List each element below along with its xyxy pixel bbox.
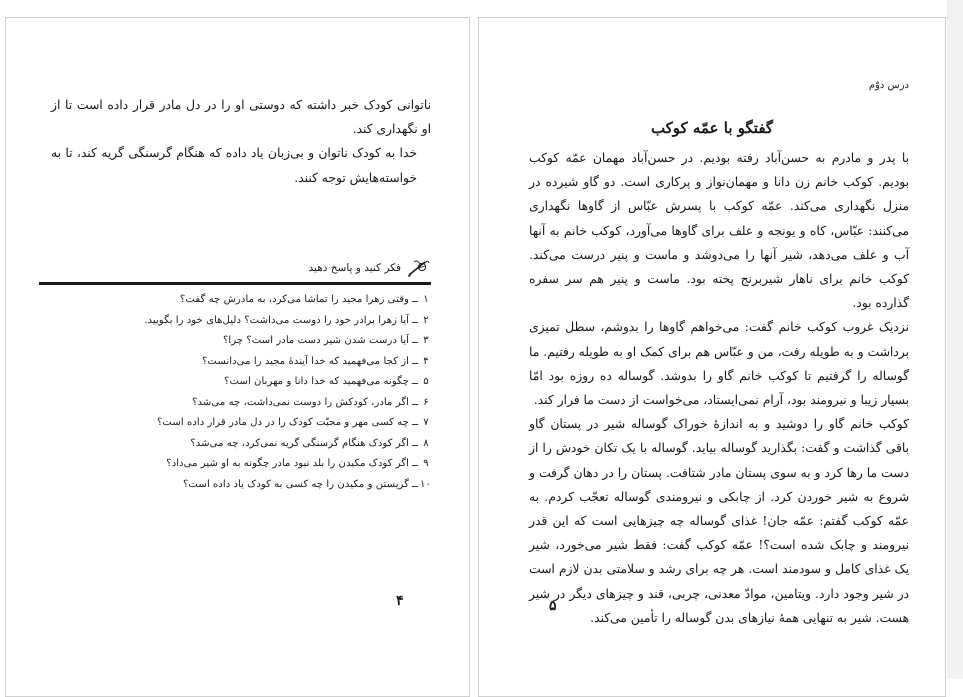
list-item: ۷ــچه کسی مهر و محبّت کودک را در دل مادر قرار داده است؟ — [39, 413, 431, 434]
question-number: ۹ — [423, 458, 429, 469]
question-number: ۵ — [423, 376, 429, 387]
lesson-body-text — [529, 146, 909, 630]
section-header — [41, 258, 431, 278]
question-text: از کجا می‌فهمید که خدا آیندهٔ مجید را می‌دانست؟ — [201, 355, 410, 367]
list-item: ۸ــاگر کودک هنگام گرسنگی گریه نمی‌کرد، چه می‌شد؟ — [39, 434, 431, 455]
list-item: ۱۰ــگریستن و مکیدن را چه کسی به کودک یاد داده است؟ — [39, 475, 431, 496]
question-text: آیا زهرا برادر خود را دوست می‌داشت؟ دلیل‌های خود را بگویید. — [144, 314, 410, 326]
question-text: گریستن و مکیدن را چه کسی به کودک یاد داده است؟ — [183, 478, 410, 490]
question-number: ۷ — [423, 417, 429, 428]
page-number-right: ۵ — [549, 598, 557, 614]
list-item: ۳ــآیا درست شدن شیر دست مادر است؟ چرا؟ — [39, 331, 431, 352]
pencil-bee-icon — [405, 258, 431, 278]
question-number: ۳ — [423, 335, 429, 346]
question-number: ۲ — [423, 314, 429, 326]
question-text: اگر کودک مکیدن را بلد نبود مادر چگونه به او شیر می‌داد؟ — [166, 458, 410, 469]
right-page — [478, 17, 946, 697]
page-number-left: ۴ — [396, 593, 404, 609]
question-number: ۴ — [423, 355, 429, 367]
question-text: آیا درست شدن شیر دست مادر است؟ چرا؟ — [222, 335, 410, 346]
intro-paragraph-2: خدا به کودک ناتوان و بی‌زبان یاد داده که هنگام گرسنگی گریه کند، تا به خواسته‌هایش توجه کنند. — [51, 146, 417, 185]
list-item: ۱ــوقتی زهرا مجید را تماشا می‌کرد، به مادرش چه گفت؟ — [39, 290, 431, 311]
question-text: اگر کودک هنگام گرسنگی گریه نمی‌کرد، چه می‌شد؟ — [190, 437, 410, 449]
list-item: ۹ــاگر کودک مکیدن را بلد نبود مادر چگونه به او شیر می‌داد؟ — [39, 454, 431, 475]
list-item: ۵ــچگونه می‌فهمید که خدا دانا و مهربان است؟ — [39, 372, 431, 393]
list-item: ۶ــاگر مادر، کودکش را دوست نمی‌داشت، چه می‌شد؟ — [39, 393, 431, 414]
question-number: ۶ — [423, 396, 429, 408]
left-intro-text — [51, 93, 431, 190]
left-page — [5, 17, 470, 697]
question-number: ۱ — [423, 294, 429, 305]
list-item: ۴ــاز کجا می‌فهمید که خدا آیندهٔ مجید را می‌دانست؟ — [39, 352, 431, 373]
question-text: چگونه می‌فهمید که خدا دانا و مهربان است؟ — [224, 376, 410, 387]
lesson-label: درس دوّم — [868, 80, 909, 91]
question-text: وقتی زهرا مجید را تماشا می‌کرد، به مادرش چه گفت؟ — [179, 294, 410, 305]
question-text: اگر مادر، کودکش را دوست نمی‌داشت، چه می‌شد؟ — [192, 396, 410, 408]
body-paragraph-3: کوکب خانم گاو را دوشید و به اندازهٔ خوراک گوساله شیر در پستان گاو باقی گذاشت و گفت: بگذارید گوساله بیاید. گوساله با یک تکان خودش را از دست ما رها کرد و به سوی پستان مادر شتافت. پستان را در دهان گرفت و شروع به شیر خوردن کرد. از چابکی و نیرومندی گوساله تعجّب کردم. به عمّه کوکب گفتم: عمّه جان! غذای گوساله چه چیزهایی است که این قدر نیرومند و چابک شده است؟! عمّه کوکب گفت: فقط شیر می‌خورد، شیر یک غذای کامل و سودمند است. هر چه برای رشد و سلامتی بدن لازم است در شیر وجود دارد. ویتامین، موادّ معدنی، چربی، قند و چیزهای دیگر در شیر هست. شیر به تنهایی همهٔ نیازهای بدن گوساله را تأمین می‌کند. — [529, 417, 909, 625]
viewer-background-strip — [947, 0, 963, 679]
list-item: ۲ــآیا زهرا برادر خود را دوست می‌داشت؟ دلیل‌های خود را بگویید. — [39, 311, 431, 332]
body-paragraph-1: با پدر و مادرم به حسن‌آباد رفته بودیم. در حسن‌آباد مهمان عمّه کوکب بودیم. کوکب خانم زن دانا و مهمان‌نواز و پرکاری است. دو گاو شیرده در منزل نگهداری می‌کند. عمّه کوکب با پسرش عبّاس از گاوها نگهداری می‌کنند: عبّاس، کاه و یونجه و علف برای گاوها می‌آورد، کوکب خانم به آنها آب و علف می‌دهد، شیر آنها را می‌دوشد و ماست و پنیر درست می‌کند. کوکب خانم برای ناهار شیربرنج پخته بود. ماست و پنیر هم سر سفره گذارده بود. — [529, 151, 909, 311]
question-list — [39, 290, 431, 495]
body-paragraph-2: نزدیک غروب کوکب خانم گفت: می‌خواهم گاوها را بدوشم، سطل تمیزی برداشت و به طویله رفت، من و عبّاس هم برای کمک او به طویله رفتیم. ما گوساله را گرفتیم تا کوکب خانم گاو را بدوشد. گوساله ده روزه بود امّا بسیار زیبا و نیرومند بود، آرام نمی‌ایستاد، می‌خواست از دست ما فرار کند. — [529, 320, 909, 408]
section-title: فکر کنید و پاسخ دهید — [308, 262, 401, 274]
question-number: ۸ — [423, 437, 429, 449]
intro-paragraph-1: ناتوانی کودک خبر داشته که دوستی او را در دل مادر قرار داده است تا از او نگهداری کند. — [51, 98, 431, 137]
question-number: ۱۰ — [420, 478, 431, 490]
question-text: چه کسی مهر و محبّت کودک را در دل مادر قرار داده است؟ — [156, 417, 410, 428]
page-title: گفتگو با عمّه کوکب — [650, 119, 774, 137]
section-divider — [39, 282, 431, 285]
